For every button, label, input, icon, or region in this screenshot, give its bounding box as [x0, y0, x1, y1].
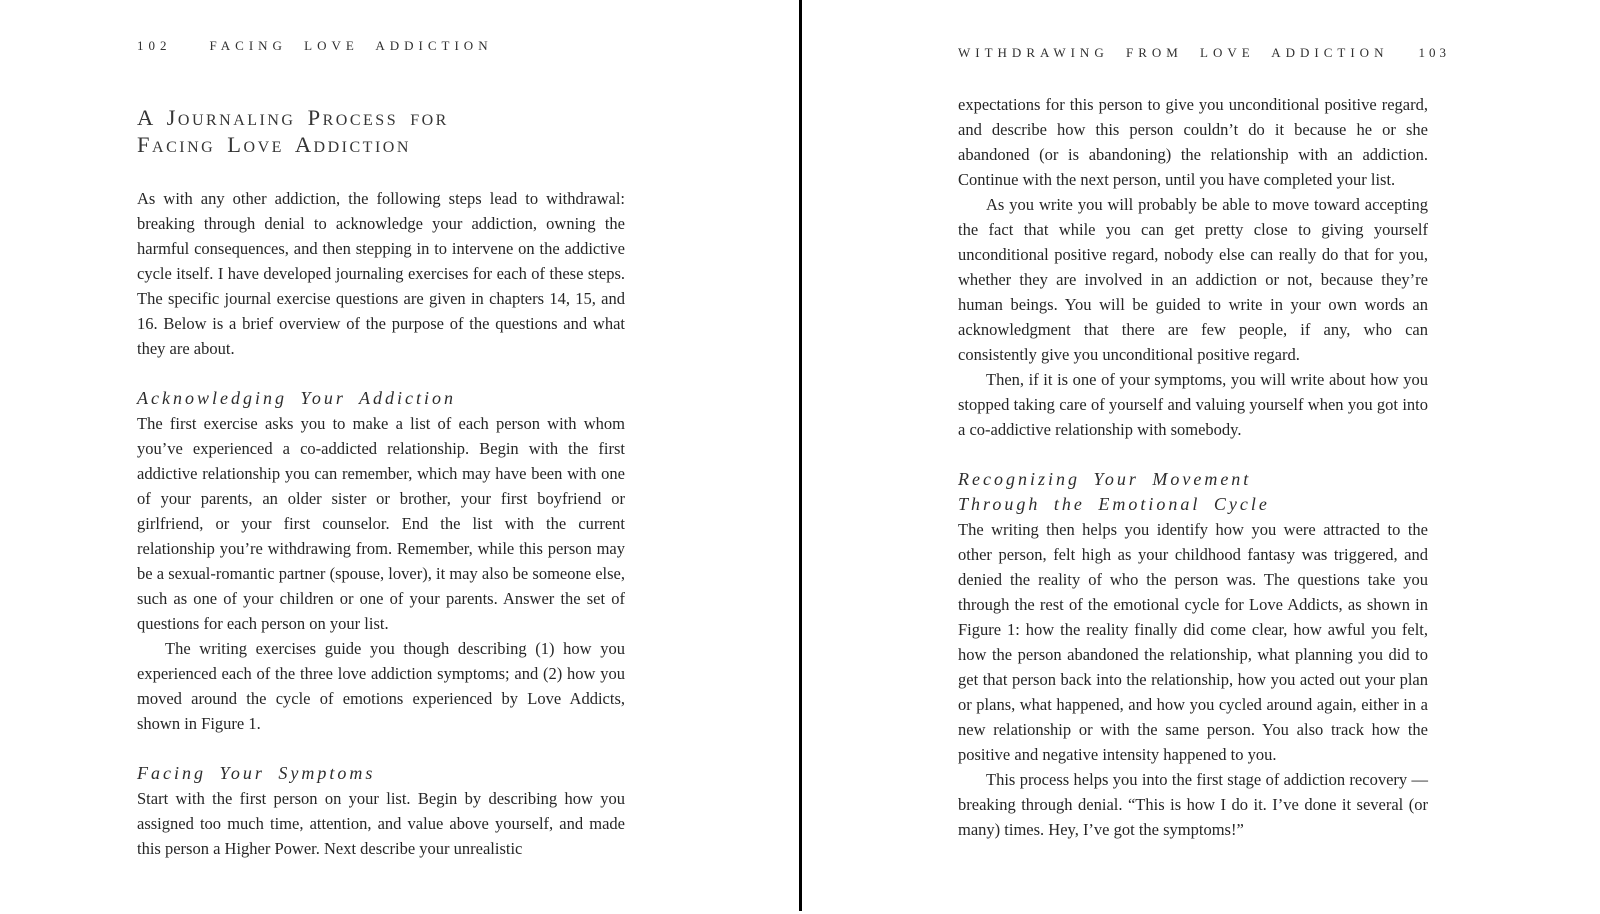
- left-page-number: 102: [137, 38, 172, 53]
- section-heading-facing-symptoms: Facing Your Symptoms: [137, 763, 376, 783]
- section-heading-recognizing-line-1: Recognizing Your Movement: [958, 469, 1252, 489]
- facing-symptoms-paragraph: Start with the first person on your list. Begin by describing how you assigned too much time, attention, and value above yourself, and made this person a Higher Power. Next describe your unrealistic: [137, 789, 625, 858]
- acknowledging-paragraph-1: The first exercise asks you to make a list of each person with whom you’ve experienced a co-addicted relationship. Begin with the first addictive relationship you can remember, which may have been with one of your parents, an older sister or brother, your first boyfriend or girlfriend, or your first counselor. End the list with the current relationship you’re withdrawing from. Remember, while this person may be a sexual-romantic partner (spouse, lover), it may also be someone else, such as one of your children or one of your parents. Answer the set of questions for each person on your list.: [137, 414, 625, 633]
- section-heading-acknowledging: Acknowledging Your Addiction: [137, 388, 456, 408]
- then-paragraph: Then, if it is one of your symptoms, you will write about how you stopped taking care of yourself and valuing yourself when you got into a co-addictive relationship with somebody.: [958, 370, 1428, 439]
- left-running-head-title: FACING LOVE ADDICTION: [209, 38, 493, 53]
- chapter-title: [137, 104, 625, 158]
- left-page-body: [137, 186, 625, 861]
- page-gutter-divider: [799, 0, 802, 911]
- section-heading-recognizing: [958, 467, 1428, 517]
- right-running-header: [958, 45, 1450, 61]
- acknowledging-paragraph-2: The writing exercises guide you though describing (1) how you experienced each of the three love addiction symptoms; and (2) how you moved around the cycle of emotions experienced by Love Addicts, shown in Figure 1.: [137, 639, 625, 733]
- accepting-paragraph: As you write you will probably be able to move toward accepting the fact that while you can get pretty close to giving yourself unconditional positive regard, nobody else can really do that for you, whether they are involved in an addiction or not, because they’re human beings. You will be guided to write in your own words an acknowledgment that there are few people, if any, who can consistently give you unconditional positive regard.: [958, 195, 1428, 364]
- right-page: [958, 45, 1450, 842]
- right-page-body: [958, 92, 1428, 842]
- section-heading-recognizing-line-2: Through the Emotional Cycle: [958, 494, 1270, 514]
- process-paragraph: This process helps you into the first stage of addiction recovery —breaking through denial. “This is how I do it. I’ve done it several (or many) times. Hey, I’ve got the symptoms!”: [958, 770, 1428, 839]
- left-running-header: [137, 38, 625, 54]
- chapter-title-line-1: A Journaling Process for: [137, 105, 449, 130]
- chapter-title-line-2: Facing Love Addiction: [137, 132, 411, 157]
- right-running-head-title: WITHDRAWING FROM LOVE ADDICTION: [958, 45, 1389, 60]
- continuation-paragraph: expectations for this person to give you unconditional positive regard, and describe how this person couldn’t do it because he or she abandoned (or is abandoning) the relationship with an addiction. Continue with the next person, until you have completed your list.: [958, 95, 1428, 189]
- recognizing-paragraph: The writing then helps you identify how you were attracted to the other person, felt high as your childhood fantasy was triggered, and denied the reality of who the person was. The questions take you through the rest of the emotional cycle for Love Addicts, as shown in Figure 1: how the reality finally did come clear, how awful you felt, how the person abandoned the relationship, what planning you did to get that person back into the relationship, how you acted out your plan or plans, what happened, and how you cycled around again, either in a new relationship or with the same person. You also track how the positive and negative intensity happened to you.: [958, 520, 1428, 764]
- right-page-number: 103: [1418, 45, 1450, 60]
- intro-paragraph: As with any other addiction, the following steps lead to withdrawal: breaking through denial to acknowledge your addiction, owning the harmful consequences, and then stepping in to intervene on the addictive cycle itself. I have developed journaling exercises for each of these steps. The specific journal exercise questions are given in chapters 14, 15, and 16. Below is a brief overview of the purpose of the questions and what they are about.: [137, 189, 625, 358]
- left-page: [137, 38, 625, 861]
